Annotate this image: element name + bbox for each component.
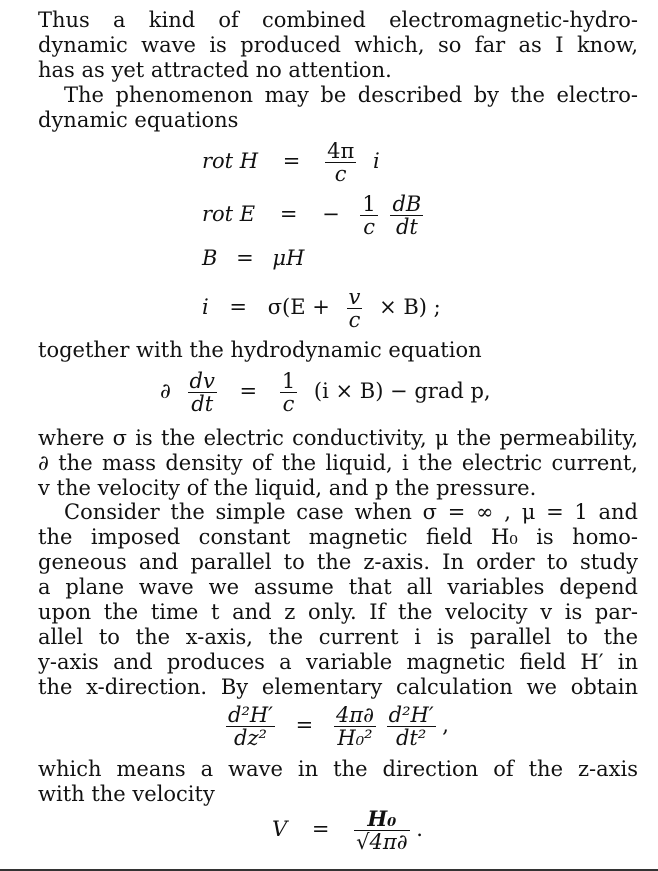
numerator: 4π xyxy=(327,139,355,163)
fraction xyxy=(354,808,409,853)
eq-equals: = xyxy=(229,295,248,319)
equation-wave xyxy=(226,704,449,749)
numerator: H₀ xyxy=(354,808,409,831)
text-line: dynamic equations xyxy=(38,108,239,132)
denominator: c xyxy=(282,392,295,416)
text-line: together with the hydrodynamic equation xyxy=(38,338,482,362)
equation-hydrodynamic xyxy=(160,370,491,415)
equation-rot-h xyxy=(202,140,380,185)
numerator: d²H′ xyxy=(388,703,434,727)
fraction xyxy=(347,286,363,331)
text-line: which means a wave in the direction of the z-axis xyxy=(38,757,638,781)
denominator: dt xyxy=(191,392,214,416)
eq-lhs: rot E xyxy=(202,202,256,226)
text-line: v the velocity of the liquid, and p the pressure. xyxy=(38,476,537,500)
text-line: the x-direction. By elementary calculation we obtain xyxy=(38,675,638,699)
equation-current xyxy=(202,286,441,331)
eq-punctuation: , xyxy=(442,713,449,737)
text-line: Consider the simple case when σ = ∞ , μ = 1 and xyxy=(64,500,638,524)
text-line: where σ is the electric conductivity, μ the permeability, xyxy=(38,426,638,450)
denominator: dz² xyxy=(234,726,267,750)
eq-equals: = xyxy=(279,202,298,226)
eq-lhs: i xyxy=(202,295,209,319)
fraction xyxy=(334,704,376,749)
eq-equals: = xyxy=(239,379,258,403)
equation-velocity xyxy=(272,808,423,853)
numerator: 1 xyxy=(362,192,376,216)
text-line: The phenomenon may be described by the electro- xyxy=(64,83,638,107)
text-line: y-axis and produces a variable magnetic field H′ in xyxy=(38,650,638,674)
text-line: geneous and parallel to the z-axis. In order to study xyxy=(38,550,638,574)
denominator: c xyxy=(348,308,361,332)
numerator: 1 xyxy=(281,369,296,393)
text-line: the imposed constant magnetic field H₀ is homo- xyxy=(38,525,638,549)
fraction xyxy=(387,704,436,749)
denominator: H₀² xyxy=(337,726,373,750)
numerator: 4π∂ xyxy=(335,703,374,727)
equation-b xyxy=(202,246,304,271)
equation-rot-e xyxy=(202,193,423,238)
text-line: dynamic wave is produced which, so far as I know, xyxy=(38,33,638,57)
eq-part: σ(E + xyxy=(267,295,330,319)
eq-sign: − xyxy=(322,202,340,226)
eq-part: × B) ; xyxy=(379,295,441,319)
fraction xyxy=(390,193,423,238)
eq-lhs: V xyxy=(272,817,288,841)
eq-equals: = xyxy=(236,246,254,270)
eq-equals: = xyxy=(311,817,330,841)
numerator: dv xyxy=(189,369,215,393)
text-line: upon the time t and z only. If the velocity v is par- xyxy=(38,600,638,624)
denominator: √4π∂ xyxy=(356,830,408,854)
text-line: has as yet attracted no attention. xyxy=(38,58,392,82)
text-line: a plane wave we assume that all variables depend xyxy=(38,575,638,599)
text-line: Thus a kind of combined electromagnetic-hydro- xyxy=(38,8,638,32)
text-line: with the velocity xyxy=(38,782,215,806)
eq-lhs: rot H xyxy=(202,149,259,173)
fraction xyxy=(360,193,377,238)
fraction xyxy=(188,370,217,415)
denominator: dt² xyxy=(395,726,427,750)
eq-equals: = xyxy=(282,149,301,173)
eq-rhs: μH xyxy=(272,246,305,270)
denominator: c xyxy=(363,215,375,239)
eq-punctuation: . xyxy=(416,817,423,841)
eq-lhs: B xyxy=(202,246,218,270)
fraction xyxy=(226,704,275,749)
denominator: dt xyxy=(395,215,418,239)
numerator: d²H′ xyxy=(228,703,273,727)
fraction xyxy=(325,140,356,185)
eq-equals: = xyxy=(295,713,314,737)
fraction xyxy=(280,370,297,415)
numerator: v xyxy=(348,285,361,309)
text-line: allel to the x-axis, the current i is parallel to the xyxy=(38,625,638,649)
eq-rhs: (i × B) − grad p, xyxy=(313,379,491,403)
eq-lhs: ∂ xyxy=(160,379,171,403)
denominator: c xyxy=(334,162,347,186)
numerator: dB xyxy=(392,192,422,216)
eq-rhs: i xyxy=(372,149,380,173)
text-line: ∂ the mass density of the liquid, i the electric current, xyxy=(38,451,638,475)
